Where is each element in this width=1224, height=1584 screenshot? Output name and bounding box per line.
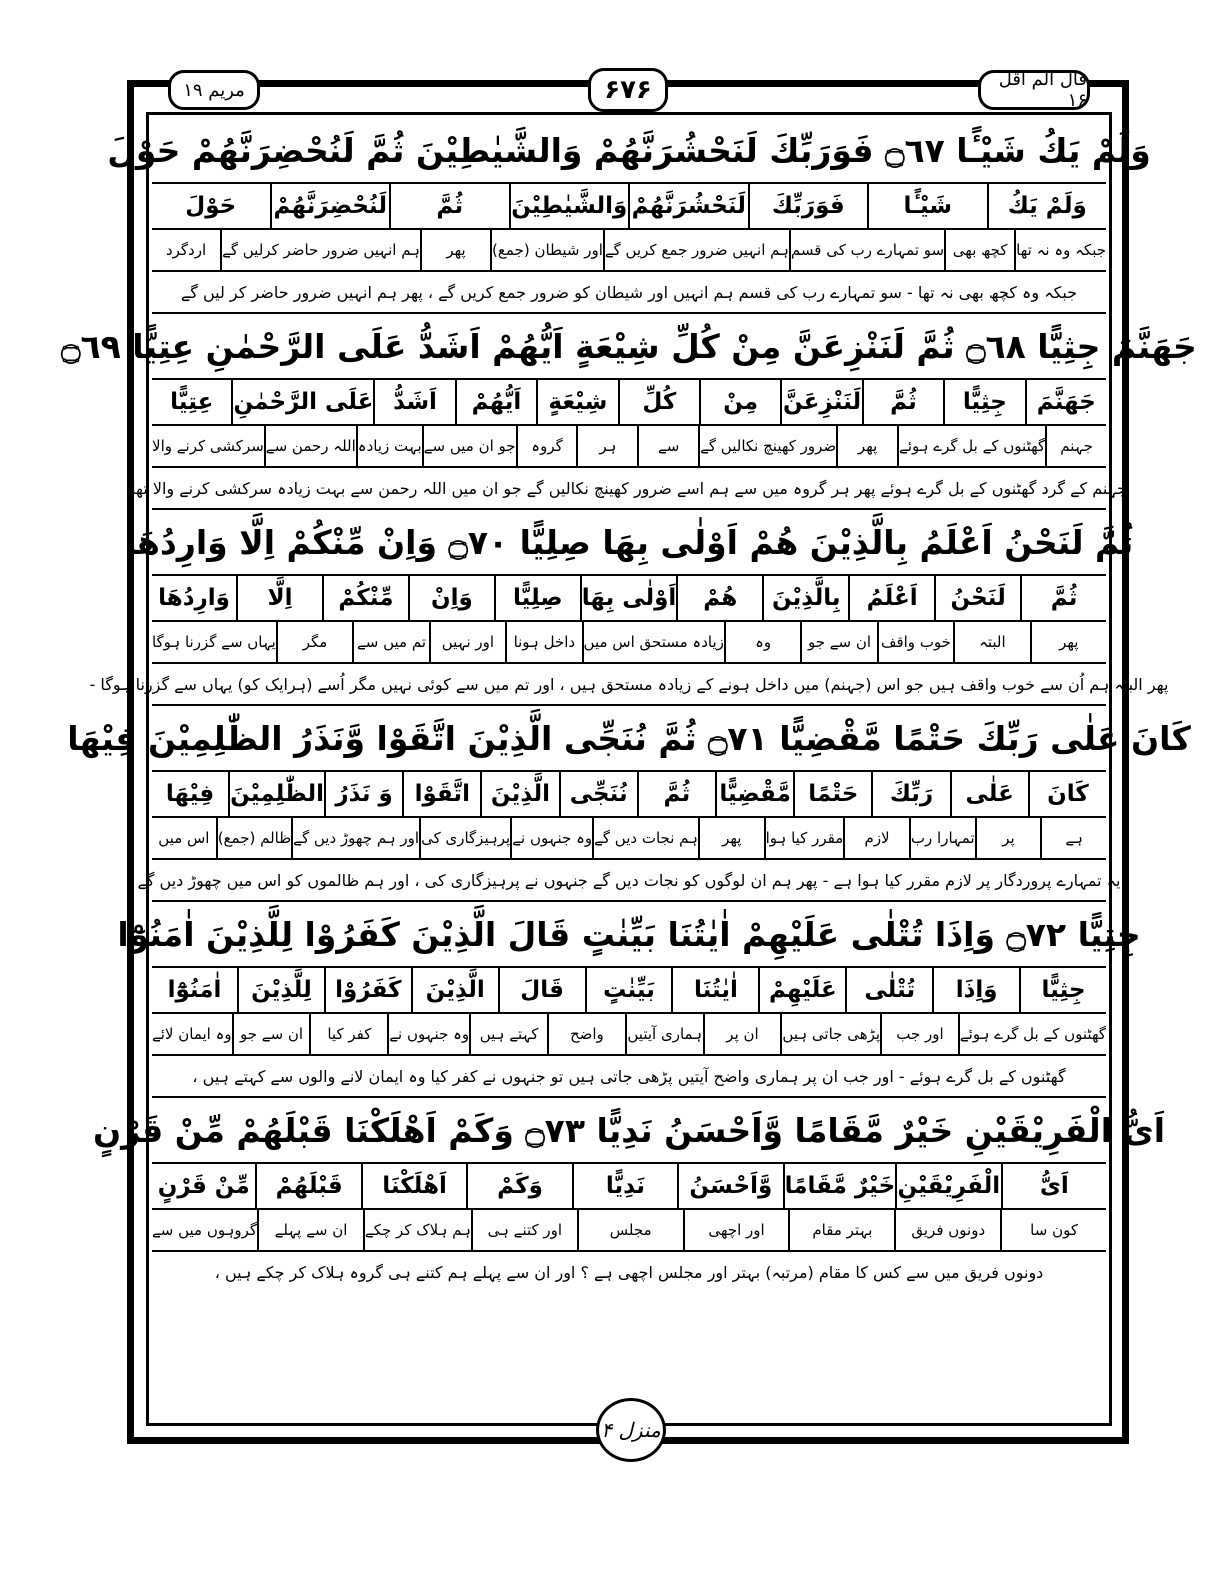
manzil-seal: منزل ۴ bbox=[596, 1398, 666, 1462]
urdu-meaning-cell: جو ان میں سے bbox=[422, 426, 516, 466]
urdu-meaning-cell: کفر کیا bbox=[309, 1014, 387, 1054]
page-number: ۶۷۶ bbox=[588, 68, 668, 112]
urdu-meaning-cell: جبکہ وہ نہ تھا bbox=[1014, 230, 1106, 270]
urdu-meaning-cell: وہ جنہوں نے bbox=[387, 1014, 469, 1054]
arabic-word-cell: مِّنْكُمْ bbox=[322, 576, 408, 620]
verse-section bbox=[107, 118, 1151, 314]
urdu-meaning-cell: ان سے جو bbox=[800, 622, 876, 662]
verse-section bbox=[89, 510, 1169, 706]
urdu-meaning-cell: ان پر bbox=[703, 1014, 781, 1054]
arabic-word-cell: نُنَجِّى bbox=[559, 772, 637, 816]
urdu-meaning-cell: اللہ رحمن سے bbox=[264, 426, 356, 466]
arabic-word-cell: الَّذِيْنَ bbox=[411, 968, 498, 1012]
arabic-word-cell: اٰيٰتُنَا bbox=[671, 968, 758, 1012]
urdu-meaning-cell: اور کتنے ہی bbox=[471, 1210, 577, 1250]
arabic-word-cell: جَهَنَّمَ bbox=[1025, 380, 1106, 424]
arabic-word-cell: ثُمَّ bbox=[862, 380, 943, 424]
arabic-word-cell: اَيُّهُمْ bbox=[455, 380, 536, 424]
urdu-meaning-cell: ہماری آیتیں bbox=[625, 1014, 703, 1054]
arabic-word-cell: صِلِيًّا bbox=[494, 576, 580, 620]
urdu-meaning-cell: گھٹنوں کے بل گرے ہوئے bbox=[958, 1014, 1106, 1054]
urdu-meaning-cell: تم میں سے bbox=[352, 622, 428, 662]
urdu-meaning-cell: لازم bbox=[843, 818, 909, 858]
verse-section bbox=[92, 1098, 1166, 1292]
arabic-word-cell: وَالشَّيٰطِيْنَ bbox=[509, 184, 629, 228]
urdu-meaning-cell: اور جب bbox=[880, 1014, 958, 1054]
arabic-word-cell: اتَّقَوْا bbox=[402, 772, 480, 816]
meaning-row bbox=[152, 1210, 1106, 1252]
ayah-line: اَىُّ الْفَرِيْقَيْنِ خَيْرٌ مَّقَامًا وَّاَحْسَنُ نَدِيًّا ۝٧٣ وَكَمْ اَهْلَكْنَا قَبْلَهُمْ مِّنْ قَرْنٍ bbox=[152, 1098, 1106, 1164]
urdu-meaning-cell: مگر bbox=[276, 622, 352, 662]
urdu-meaning-cell: وہ جنہوں نے bbox=[510, 818, 592, 858]
urdu-meaning-cell: ان سے پہلے bbox=[257, 1210, 363, 1250]
urdu-meaning-cell: سے bbox=[637, 426, 698, 466]
urdu-meaning-cell: کچھ بھی bbox=[944, 230, 1014, 270]
word-row bbox=[152, 380, 1106, 426]
urdu-meaning-cell: پڑھی جاتی ہیں bbox=[780, 1014, 880, 1054]
page-content bbox=[61, 118, 1197, 1420]
urdu-meaning-cell: ہر bbox=[576, 426, 637, 466]
urdu-meaning-cell: پھر bbox=[698, 818, 764, 858]
arabic-word-cell: مَّقْضِيًّا bbox=[715, 772, 793, 816]
arabic-word-cell: ثُمَّ bbox=[1020, 576, 1106, 620]
arabic-word-cell: اَوْلٰى بِهَا bbox=[580, 576, 677, 620]
urdu-meaning-cell: وہ ایمان لائے bbox=[151, 1025, 232, 1043]
urdu-meaning-cell: کون سا bbox=[1000, 1210, 1106, 1250]
meaning-row bbox=[152, 1014, 1106, 1056]
arabic-word-cell: الْفَرِيْقَيْنِ bbox=[895, 1164, 1000, 1208]
arabic-word-cell: مِنْ bbox=[699, 380, 780, 424]
arabic-word-cell: اَعْلَمُ bbox=[848, 576, 934, 620]
arabic-word-cell: اَشَدُّ bbox=[373, 380, 454, 424]
arabic-word-cell: الظّٰلِمِيْنَ bbox=[228, 772, 324, 816]
urdu-meaning-cell: ہم انہیں ضرور حاضر کرلیں گے bbox=[220, 230, 420, 270]
urdu-meaning-cell: ہم ہلاک کر چکے bbox=[363, 1210, 471, 1250]
arabic-word-cell: شَيْـًٔا bbox=[867, 184, 987, 228]
arabic-word-cell: كَانَ bbox=[1028, 772, 1106, 816]
arabic-word-cell: اِلَّا bbox=[236, 576, 322, 620]
word-row bbox=[152, 772, 1106, 818]
word-row bbox=[152, 576, 1106, 622]
urdu-meaning-cell: یہاں سے گزرنا ہوگا bbox=[151, 633, 276, 651]
arabic-word-cell: قَالَ bbox=[498, 968, 585, 1012]
arabic-word-cell: هُمْ bbox=[676, 576, 762, 620]
arabic-word-cell: جِثِيًّا bbox=[1019, 968, 1106, 1012]
meaning-row bbox=[152, 818, 1106, 860]
arabic-word-cell: كُلِّ bbox=[618, 380, 699, 424]
urdu-meaning-cell: مجلس bbox=[577, 1210, 683, 1250]
arabic-word-cell: ثُمَّ bbox=[389, 184, 509, 228]
arabic-word-cell: اَهْلَكْنَا bbox=[361, 1164, 466, 1208]
urdu-translation-line: جہنم کے گرد گھٹنوں کے بل گرے ہوئے پھر ہر گروہ میں سے ہم اسے ضرور کھینچ نکالیں گے جو ان میں اللہ رحمن سے بہت زیادہ سرکشی کرنے والا تھا bbox=[152, 468, 1106, 510]
word-row bbox=[152, 184, 1106, 230]
ayah-line: جَهَنَّمَ جِثِيًّا ۝٦٨ ثُمَّ لَنَنْزِعَنَّ مِنْ كُلِّ شِيْعَةٍ اَيُّهُمْ اَشَدُّ عَلَى الرَّحْمٰنِ عِتِيًّا ۝٦٩ bbox=[152, 314, 1106, 380]
arabic-word-cell: لَنُحْضِرَنَّهُمْ bbox=[270, 184, 390, 228]
arabic-word-cell: لَنَنْزِعَنَّ bbox=[780, 380, 861, 424]
urdu-meaning-cell: پر bbox=[975, 818, 1041, 858]
arabic-word-cell: وَكَمْ bbox=[466, 1164, 571, 1208]
urdu-meaning-cell: پھر bbox=[1030, 622, 1106, 662]
urdu-meaning-cell: ہم نجات دیں گے bbox=[592, 818, 698, 858]
urdu-meaning-cell: گھٹنوں کے بل گرے ہوئے bbox=[897, 426, 1045, 466]
urdu-meaning-cell: وہ bbox=[724, 622, 800, 662]
urdu-meaning-cell: البتہ bbox=[953, 622, 1029, 662]
arabic-word-cell: ثُمَّ bbox=[637, 772, 715, 816]
word-row bbox=[152, 1164, 1106, 1210]
urdu-meaning-cell: پھر bbox=[836, 426, 897, 466]
arabic-word-cell: بِالَّذِيْنَ bbox=[762, 576, 848, 620]
arabic-word-cell: كَفَرُوْا bbox=[324, 968, 411, 1012]
urdu-meaning-cell: سو تمہارے رب کی قسم bbox=[789, 230, 944, 270]
urdu-translation-line: گھٹنوں کے بل گرے ہوئے - اور جب ان پر ہماری واضح آیتیں پڑھی جاتی ہیں تو جنہوں نے کفر کیا وہ ایمان لانے والوں سے کہتے ہیں ، bbox=[152, 1056, 1106, 1098]
urdu-translation-line: جبکہ وہ کچھ بھی نہ تھا - سو تمہارے رب کی قسم ہم انہیں اور شیطان کو ضرور جمع کریں گے ، پھر ہم انہیں ضرور حاضر کر لیں گے bbox=[152, 272, 1106, 314]
arabic-word-cell: اَىُّ bbox=[1001, 1164, 1106, 1208]
arabic-word-cell: جِثِيًّا bbox=[943, 380, 1024, 424]
urdu-meaning-cell: ان سے جو bbox=[232, 1014, 310, 1054]
arabic-word-cell: وَ نَذَرُ bbox=[324, 772, 402, 816]
arabic-word-cell: وَلَمْ يَكُ bbox=[987, 184, 1107, 228]
urdu-meaning-cell: ہے bbox=[1040, 818, 1106, 858]
urdu-meaning-cell: خوب واقف bbox=[877, 622, 953, 662]
arabic-word-cell: بَيِّنٰتٍ bbox=[585, 968, 672, 1012]
arabic-word-cell: اٰمَنُوْٓا bbox=[167, 977, 222, 1003]
urdu-meaning-cell: اور ہم چھوڑ دیں گے bbox=[291, 818, 419, 858]
urdu-meaning-cell: واضح bbox=[547, 1014, 625, 1054]
urdu-meaning-cell: ضرور کھینچ نکالیں گے bbox=[698, 426, 836, 466]
urdu-meaning-cell: زیادہ مستحق اس میں bbox=[582, 622, 724, 662]
urdu-meaning-cell: مقرر کیا ہوا bbox=[764, 818, 844, 858]
urdu-meaning-cell: ہم انہیں ضرور جمع کریں گے bbox=[603, 230, 789, 270]
arabic-word-cell: وَاِذَا bbox=[932, 968, 1019, 1012]
arabic-word-cell: حَتْمًا bbox=[793, 772, 871, 816]
urdu-meaning-cell: اور اچھی bbox=[683, 1210, 789, 1250]
arabic-word-cell: تُتْلٰى bbox=[845, 968, 932, 1012]
arabic-word-cell: وَارِدُهَا bbox=[158, 585, 230, 611]
meaning-row bbox=[152, 426, 1106, 468]
ayah-line: جِثِيًّا ۝٧٢ وَاِذَا تُتْلٰى عَلَيْهِمْ اٰيٰتُنَا بَيِّنٰتٍ قَالَ الَّذِيْنَ كَفَرُوْا لِلَّذِيْنَ اٰمَنُوْٓا bbox=[152, 902, 1106, 968]
urdu-meaning-cell: اردگرد bbox=[165, 241, 207, 259]
juz-name-label: قال الم اقل ۱۶ bbox=[978, 70, 1090, 110]
urdu-meaning-cell: اور شیطان (جمع) bbox=[490, 230, 603, 270]
arabic-word-cell: وَّاَحْسَنُ bbox=[677, 1164, 782, 1208]
arabic-word-cell: مِّنْ قَرْنٍ bbox=[157, 1173, 250, 1199]
urdu-meaning-cell: دونوں فریق bbox=[894, 1210, 1000, 1250]
arabic-word-cell: لَنَحْنُ bbox=[934, 576, 1020, 620]
arabic-word-cell: فَوَرَبِّكَ bbox=[748, 184, 868, 228]
verse-section bbox=[61, 314, 1197, 510]
surah-name-label: مریم ۱۹ bbox=[168, 70, 260, 110]
arabic-word-cell: رَبِّكَ bbox=[871, 772, 949, 816]
urdu-meaning-cell: بہت زیادہ bbox=[356, 426, 422, 466]
urdu-meaning-cell: پھر bbox=[420, 230, 490, 270]
urdu-translation-line: دونوں فریق میں سے کس کا مقام (مرتبہ) بہتر اور مجلس اچھی ہے ؟ اور ان سے پہلے ہم کتنے ہی گروہ ہلاک کر چکے ہیں ، bbox=[214, 1262, 1044, 1282]
arabic-word-cell: عَلَى الرَّحْمٰنِ bbox=[231, 380, 373, 424]
urdu-meaning-cell: اور نہیں bbox=[429, 622, 505, 662]
urdu-meaning-cell: پرہیزگاری کی bbox=[419, 818, 510, 858]
urdu-meaning-cell: داخل ہونا bbox=[505, 622, 581, 662]
urdu-translation-line: پھر البتہ ہم اُن سے خوب واقف ہیں جو اس (جہنم) میں داخل ہونے کے زیادہ مستحق ہیں ، اور تم میں سے کوئی نہیں مگر اُسے (ہرایک کو) یہاں سے گزرنا ہوگا - bbox=[152, 664, 1106, 706]
word-row bbox=[152, 968, 1106, 1014]
urdu-meaning-cell: بہتر مقام bbox=[788, 1210, 894, 1250]
meaning-row bbox=[152, 230, 1106, 272]
arabic-word-cell: وَاِنْ bbox=[408, 576, 494, 620]
urdu-meaning-cell: جہنم bbox=[1045, 426, 1106, 466]
ayah-line: كَانَ عَلٰى رَبِّكَ حَتْمًا مَّقْضِيًّا ۝٧١ ثُمَّ نُنَجِّى الَّذِيْنَ اتَّقَوْا وَّنَذَرُ الظّٰلِمِيْنَ فِيْهَا bbox=[152, 706, 1106, 772]
urdu-meaning-cell: کہتے ہیں bbox=[469, 1014, 547, 1054]
ayah-line: ثُمَّ لَنَحْنُ اَعْلَمُ بِالَّذِيْنَ هُمْ اَوْلٰى بِهَا صِلِيًّا ۝٧٠ وَاِنْ مِّنْكُمْ اِلَّا وَارِدُهَا bbox=[152, 510, 1106, 576]
urdu-meaning-cell: گروہوں میں سے bbox=[151, 1221, 258, 1239]
arabic-word-cell: عِتِيًّا bbox=[170, 389, 214, 415]
verse-section bbox=[67, 706, 1191, 902]
urdu-meaning-cell: گروہ bbox=[516, 426, 577, 466]
arabic-word-cell: لِلَّذِيْنَ bbox=[237, 968, 324, 1012]
arabic-word-cell: حَوْلَ bbox=[185, 193, 237, 219]
meaning-row bbox=[152, 622, 1106, 664]
urdu-meaning-cell: اس میں bbox=[158, 829, 210, 847]
arabic-word-cell: عَلٰى bbox=[950, 772, 1028, 816]
arabic-word-cell: لَنَحْشُرَنَّهُمْ bbox=[628, 184, 748, 228]
arabic-word-cell: الَّذِيْنَ bbox=[480, 772, 558, 816]
verse-section bbox=[117, 902, 1141, 1098]
arabic-word-cell: فِيْهَا bbox=[165, 781, 215, 807]
arabic-word-cell: عَلَيْهِمْ bbox=[758, 968, 845, 1012]
ayah-line: وَلَمْ يَكُ شَيْـًٔا ۝٦٧ فَوَرَبِّكَ لَنَحْشُرَنَّهُمْ وَالشَّيٰطِيْنَ ثُمَّ لَنُحْضِرَنَّهُمْ حَوْلَ bbox=[152, 118, 1106, 184]
urdu-meaning-cell: ظالم (جمع) bbox=[216, 818, 291, 858]
arabic-word-cell: خَيْرٌ مَّقَامًا bbox=[783, 1164, 896, 1208]
urdu-meaning-cell: سرکشی کرنے والا bbox=[152, 437, 264, 455]
arabic-word-cell: شِيْعَةٍ bbox=[536, 380, 617, 424]
urdu-translation-line: یہ تمہارے پروردگار پر لازم مقرر کیا ہوا ہے - پھر ہم ان لوگوں کو نجات دیں گے جنہوں نے پرہیزگاری کی ، اور ہم ظالموں کو اس میں چھوڑ دیں گے bbox=[152, 860, 1106, 902]
arabic-word-cell: قَبْلَهُمْ bbox=[255, 1164, 360, 1208]
urdu-meaning-cell: تمہارا رب bbox=[909, 818, 975, 858]
arabic-word-cell: نَدِيًّا bbox=[572, 1164, 677, 1208]
